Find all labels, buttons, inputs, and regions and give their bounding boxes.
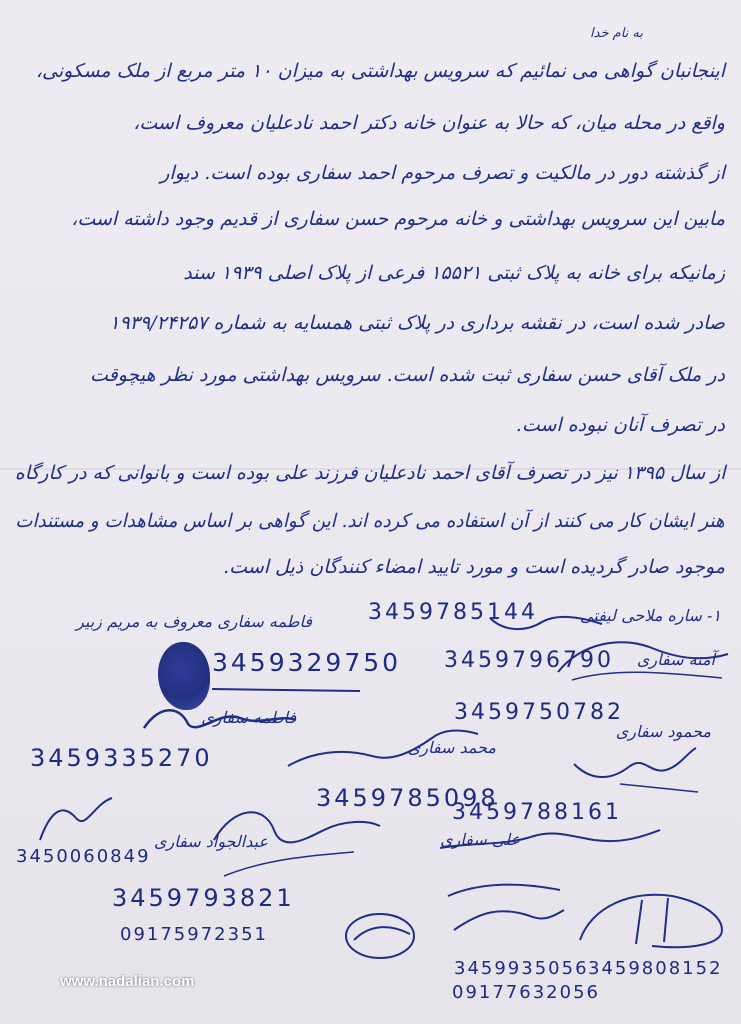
signatory-4-label: فاطمه سفاری (201, 708, 296, 727)
body-line-9: از سال ۱۳۹۵ نیز در تصرف آقای احمد نادعلیان فرزند علی بوده است و بانوانی که در کارگاه (14, 462, 725, 484)
signatory-10-phone: 09177632056 (452, 982, 600, 1003)
signature-12 (440, 876, 570, 946)
body-line-4: مابین این سرویس بهداشتی و خانه مرحوم حسن سفاری از قدیم وجود داشته است، (71, 208, 725, 230)
body-line-3: از گذشته دور در مالکیت و تصرف مرحوم احمد سفاری بوده است. دیوار (160, 162, 725, 184)
signature-11 (340, 900, 430, 970)
signatory-3-id: 3459796790 (444, 648, 614, 673)
signatory-8-id: 3459793821 (112, 884, 295, 912)
signatory-1-id: 3459785144 (368, 600, 538, 625)
signature-5 (570, 744, 700, 794)
underline-2 (212, 684, 362, 694)
signatory-11-id: 3459808152 (588, 958, 723, 979)
signatory-5-label: محمود سفاری (615, 722, 711, 741)
signatory-1-label: ۱- ساره ملاحی لیفتی (580, 606, 721, 625)
body-line-11: موجود صادر گردیده است و مورد تایید امضاء کنندگان ذیل است. (223, 556, 725, 578)
signature-3 (552, 632, 732, 688)
signatory-2-id: 3459329750 (212, 648, 402, 677)
watermark-url: www.nadalian.com (60, 973, 195, 990)
body-line-1: اینجانبان گواهی می نمائیم که سرویس بهداشتی به میزان ۱۰ متر مربع از ملک مسکونی، (35, 60, 725, 82)
signatory-2-label: فاطمه سفاری معروف به مریم زبیر (76, 612, 312, 631)
signatory-6-id: 3459785098 (316, 784, 499, 812)
signatory-9-id: 3450060849 (16, 846, 151, 867)
signatory-3-label: آمنه سفاری (636, 650, 715, 669)
signatory-5-id: 3459750782 (454, 700, 624, 725)
body-line-6: صادر شده است، در نقشه برداری در پلاک ثبتی همسایه به شماره ۱۹۳۹/۲۴۲۵۷ (109, 312, 725, 334)
signatory-6-label: محمد سفاری (407, 738, 496, 757)
signatory-7-label: علی سفاری (440, 830, 520, 849)
signature-1 (486, 606, 606, 634)
signatory-8-label: عبدالجواد سفاری (154, 832, 268, 851)
body-line-2: واقع در محله میان، که حالا به عنوان خانه دکتر احمد نادعلیان معروف است، (133, 112, 725, 134)
signature-13 (572, 886, 728, 956)
body-line-7: در ملک آقای حسن سفاری ثبت شده است. سرویس بهداشتی مورد نظر هیچوقت (90, 364, 725, 386)
signature-7 (434, 806, 664, 866)
body-line-10: هنر ایشان کار می کنند از آن استفاده می کرده اند. این گواهی بر اساس مشاهدات و مستندات (15, 510, 725, 532)
body-line-8: در تصرف آنان نبوده است. (515, 414, 725, 436)
signatory-10-id: 3459935056 (454, 958, 589, 979)
signature-8 (36, 792, 116, 848)
document-header: به نام خدا (590, 26, 643, 41)
body-line-5: زمانیکه برای خانه به پلاک ثبتی ۱۵۵۲۱ فرعی از پلاک اصلی ۱۹۳۹ سند (183, 262, 725, 284)
signatory-8-phone: 09175972351 (120, 924, 268, 945)
signatory-4-id: 3459335270 (30, 744, 213, 772)
signatory-7-id: 3459788161 (452, 800, 622, 825)
